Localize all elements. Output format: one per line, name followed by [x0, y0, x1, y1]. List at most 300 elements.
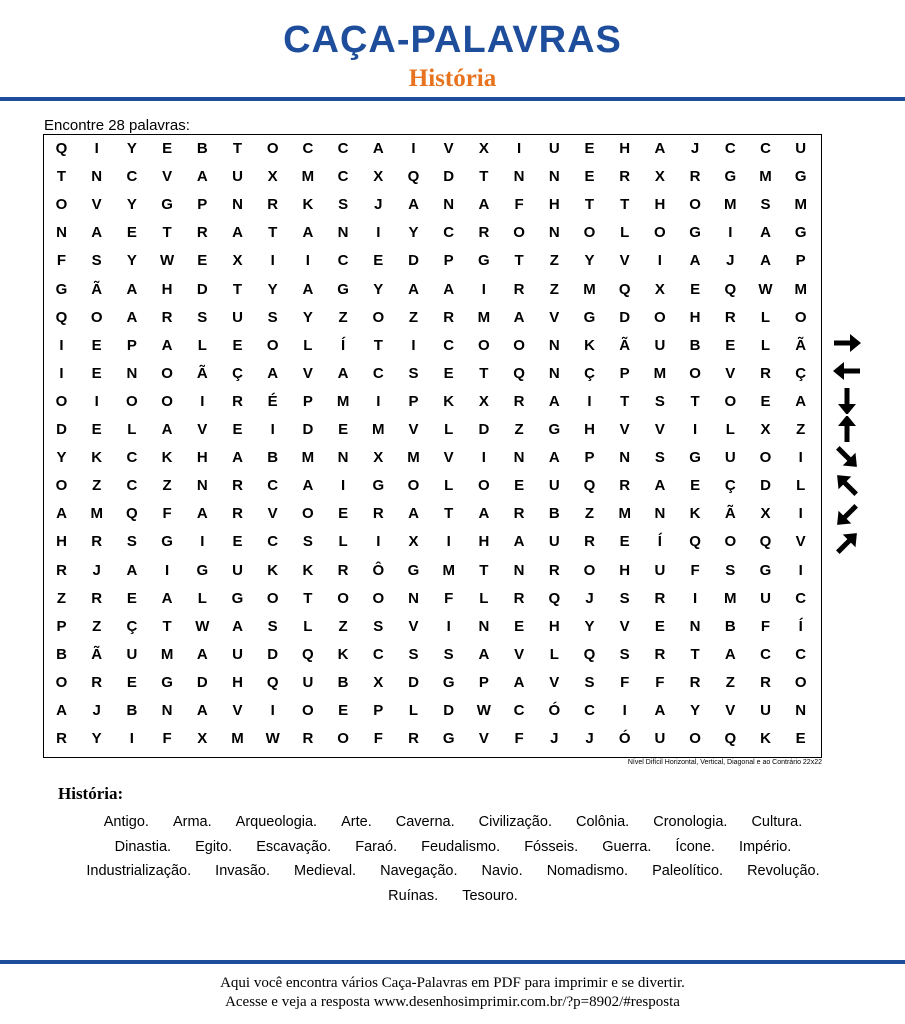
grid-cell[interactable]: V [478, 730, 489, 748]
grid-cell[interactable]: A [196, 645, 208, 663]
grid-cell[interactable]: X [478, 392, 489, 410]
grid-cell[interactable]: Y [302, 308, 313, 326]
grid-cell[interactable]: E [690, 280, 701, 298]
grid-cell[interactable]: V [91, 196, 102, 214]
grid-cell[interactable]: U [548, 533, 560, 551]
grid-cell[interactable]: H [689, 308, 701, 326]
grid-cell[interactable]: I [376, 392, 381, 410]
grid-cell[interactable]: S [267, 617, 278, 635]
grid-cell[interactable]: T [479, 561, 489, 579]
grid-cell[interactable]: R [56, 730, 67, 748]
grid-cell[interactable]: V [725, 364, 736, 382]
grid-cell[interactable]: D [443, 168, 455, 186]
grid-cell[interactable]: P [373, 702, 384, 719]
grid-cell[interactable]: A [408, 196, 419, 214]
grid-cell[interactable]: W [160, 252, 175, 270]
grid-cell[interactable]: R [56, 561, 67, 579]
grid-cell[interactable]: T [620, 392, 630, 410]
grid-cell[interactable]: A [126, 561, 138, 579]
grid-cell[interactable]: Ç [795, 364, 807, 382]
grid-cell[interactable]: R [654, 589, 666, 607]
grid-cell[interactable]: C [372, 364, 384, 382]
grid-cell[interactable]: G [689, 224, 701, 242]
grid-cell[interactable]: Z [584, 505, 595, 523]
grid-cell[interactable]: D [196, 280, 208, 298]
grid-cell[interactable]: U [232, 308, 243, 326]
grid-cell[interactable]: Z [162, 477, 172, 495]
grid-cell[interactable]: E [197, 252, 208, 270]
grid-cell[interactable]: A [478, 645, 490, 663]
grid-cell[interactable]: H [161, 280, 173, 298]
grid-cell[interactable]: Ã [724, 505, 736, 523]
grid-cell[interactable]: S [443, 645, 454, 663]
grid-cell[interactable]: G [548, 421, 561, 438]
grid-cell[interactable]: N [408, 589, 419, 607]
grid-cell[interactable]: M [759, 168, 772, 186]
grid-cell[interactable]: O [689, 364, 701, 382]
grid-cell[interactable]: A [56, 702, 67, 719]
grid-cell[interactable]: Q [548, 589, 561, 607]
grid-cell[interactable]: W [265, 730, 280, 748]
grid-cell[interactable]: I [59, 336, 64, 354]
grid-cell[interactable]: A [478, 196, 490, 214]
grid-cell[interactable]: S [725, 561, 736, 579]
grid-cell[interactable]: P [302, 392, 313, 410]
grid-cell[interactable]: A [126, 308, 138, 326]
grid-cell[interactable]: T [620, 196, 630, 214]
grid-cell[interactable]: G [161, 533, 173, 551]
grid-cell[interactable]: U [126, 645, 138, 663]
grid-cell[interactable]: Y [91, 730, 102, 748]
grid-cell[interactable]: A [654, 140, 666, 157]
grid-cell[interactable]: Q [302, 645, 314, 663]
grid-cell[interactable]: Y [408, 224, 419, 242]
grid-cell[interactable]: B [56, 645, 67, 663]
grid-cell[interactable]: U [232, 168, 243, 186]
grid-cell[interactable]: O [302, 702, 314, 719]
grid-cell[interactable]: G [337, 280, 349, 298]
grid-cell[interactable]: A [408, 280, 419, 298]
grid-cell[interactable]: C [443, 224, 455, 242]
grid-cell[interactable]: F [514, 730, 524, 748]
grid-cell[interactable]: I [693, 421, 698, 438]
grid-cell[interactable]: L [303, 617, 313, 635]
grid-cell[interactable]: A [161, 589, 173, 607]
grid-cell[interactable]: O [302, 505, 314, 523]
grid-cell[interactable]: D [302, 421, 314, 438]
grid-cell[interactable]: E [443, 364, 454, 382]
grid-cell[interactable]: J [690, 140, 700, 157]
grid-cell[interactable]: O [689, 196, 701, 214]
grid-cell[interactable]: N [232, 196, 243, 214]
grid-cell[interactable]: O [126, 392, 138, 410]
grid-cell[interactable]: H [619, 561, 631, 579]
grid-cell[interactable]: B [126, 702, 138, 719]
grid-cell[interactable]: I [129, 730, 134, 748]
grid-cell[interactable]: A [654, 702, 666, 719]
grid-cell[interactable]: N [689, 617, 701, 635]
grid-cell[interactable]: V [514, 645, 525, 663]
grid-cell[interactable]: T [690, 645, 700, 663]
grid-cell[interactable]: Z [796, 421, 806, 438]
grid-cell[interactable]: R [760, 673, 771, 691]
grid-cell[interactable]: L [549, 645, 559, 663]
grid-cell[interactable]: O [689, 730, 701, 748]
grid-cell[interactable]: F [760, 617, 771, 635]
grid-cell[interactable]: O [337, 730, 349, 748]
grid-cell[interactable]: C [443, 336, 455, 354]
grid-cell[interactable]: F [655, 673, 665, 691]
grid-cell[interactable]: T [479, 168, 489, 186]
grid-cell[interactable]: A [302, 224, 314, 242]
grid-cell[interactable]: V [549, 308, 560, 326]
grid-cell[interactable]: N [337, 224, 349, 242]
grid-cell[interactable]: S [408, 364, 419, 382]
grid-cell[interactable]: C [337, 140, 349, 157]
grid-cell[interactable]: Q [618, 280, 631, 298]
grid-cell[interactable]: Y [690, 702, 701, 719]
grid-cell[interactable]: L [760, 308, 771, 326]
grid-cell[interactable]: Q [759, 533, 772, 551]
grid-cell[interactable]: E [584, 140, 595, 157]
grid-cell[interactable]: A [196, 702, 208, 719]
grid-cell[interactable]: T [232, 140, 243, 157]
grid-cell[interactable]: A [372, 140, 384, 157]
grid-cell[interactable]: T [444, 505, 454, 523]
grid-cell[interactable]: A [302, 477, 314, 495]
grid-cell[interactable]: A [91, 224, 103, 242]
grid-cell[interactable]: Z [549, 252, 559, 270]
grid-cell[interactable]: L [127, 421, 137, 438]
grid-cell[interactable]: L [197, 336, 207, 354]
grid-cell[interactable]: E [126, 224, 137, 242]
grid-cell[interactable]: U [654, 561, 666, 579]
grid-cell[interactable]: S [126, 533, 137, 551]
grid-cell[interactable]: G [407, 561, 420, 579]
grid-cell[interactable]: C [126, 449, 138, 467]
grid-cell[interactable]: P [619, 364, 630, 382]
grid-cell[interactable]: E [584, 168, 595, 186]
grid-cell[interactable]: N [513, 561, 525, 579]
grid-cell[interactable]: T [56, 168, 67, 186]
grid-cell[interactable]: O [372, 308, 385, 326]
grid-cell[interactable]: M [583, 280, 596, 298]
grid-cell[interactable]: S [760, 196, 771, 214]
grid-cell[interactable]: R [91, 673, 103, 691]
grid-cell[interactable]: L [760, 336, 771, 354]
grid-cell[interactable]: C [337, 168, 349, 186]
grid-cell[interactable]: L [444, 477, 454, 495]
grid-cell[interactable]: S [373, 617, 384, 635]
grid-cell[interactable]: A [795, 392, 807, 410]
grid-cell[interactable]: Ã [196, 364, 208, 382]
grid-cell[interactable]: J [585, 730, 594, 748]
grid-cell[interactable]: G [478, 252, 490, 270]
grid-cell[interactable]: T [303, 589, 313, 607]
grid-cell[interactable]: H [619, 140, 631, 157]
grid-cell[interactable]: O [583, 561, 596, 579]
grid-cell[interactable]: Q [55, 308, 68, 326]
grid-cell[interactable]: R [91, 533, 103, 551]
grid-cell[interactable]: I [94, 392, 99, 410]
grid-cell[interactable]: G [372, 477, 385, 495]
grid-cell[interactable]: G [794, 224, 807, 242]
grid-cell[interactable]: A [196, 505, 208, 523]
grid-cell[interactable]: I [376, 224, 381, 242]
grid-cell[interactable]: I [693, 589, 698, 607]
grid-cell[interactable]: R [443, 308, 455, 326]
grid-cell[interactable]: L [444, 421, 454, 438]
grid-cell[interactable]: A [548, 449, 560, 467]
grid-cell[interactable]: H [56, 533, 67, 551]
grid-cell[interactable]: V [408, 421, 419, 438]
grid-cell[interactable]: Ã [795, 336, 807, 354]
grid-cell[interactable]: M [231, 730, 244, 748]
grid-cell[interactable]: D [56, 421, 67, 438]
grid-cell[interactable]: Z [408, 308, 419, 326]
grid-cell[interactable]: J [550, 730, 559, 748]
grid-cell[interactable]: D [760, 477, 771, 495]
grid-cell[interactable]: X [373, 673, 384, 691]
grid-cell[interactable]: H [584, 421, 595, 438]
grid-cell[interactable]: V [302, 364, 313, 382]
grid-cell[interactable]: U [654, 336, 666, 354]
grid-cell[interactable]: X [373, 449, 384, 467]
grid-cell[interactable]: G [231, 589, 244, 607]
grid-cell[interactable]: A [161, 421, 173, 438]
grid-cell[interactable]: Y [126, 140, 137, 157]
grid-cell[interactable]: B [267, 449, 279, 467]
grid-cell[interactable]: A [513, 533, 525, 551]
grid-cell[interactable]: F [373, 730, 383, 748]
grid-cell[interactable]: R [689, 168, 701, 186]
grid-cell[interactable]: L [338, 533, 348, 551]
grid-cell[interactable]: Q [689, 533, 701, 551]
grid-cell[interactable]: S [654, 392, 665, 410]
grid-cell[interactable]: R [408, 730, 419, 748]
grid-cell[interactable]: A [443, 280, 455, 298]
grid-cell[interactable]: D [196, 673, 208, 691]
grid-cell[interactable]: A [232, 224, 243, 242]
grid-cell[interactable]: K [161, 449, 173, 467]
grid-cell[interactable]: E [725, 336, 736, 354]
grid-cell[interactable]: N [337, 449, 349, 467]
grid-cell[interactable]: U [548, 140, 560, 157]
grid-cell[interactable]: L [479, 589, 489, 607]
grid-cell[interactable]: Q [724, 730, 737, 748]
grid-cell[interactable]: S [338, 196, 349, 214]
grid-cell[interactable]: Y [373, 280, 384, 298]
grid-cell[interactable]: P [584, 449, 595, 467]
grid-cell[interactable]: Y [584, 617, 595, 635]
grid-cell[interactable]: K [302, 561, 314, 579]
grid-cell[interactable]: R [513, 280, 525, 298]
grid-cell[interactable]: X [654, 280, 665, 298]
grid-cell[interactable]: Ç [724, 477, 736, 495]
grid-cell[interactable]: E [514, 617, 525, 635]
grid-cell[interactable]: B [196, 140, 208, 157]
grid-cell[interactable]: P [197, 196, 208, 214]
grid-cell[interactable]: R [513, 505, 525, 523]
grid-cell[interactable]: C [513, 702, 525, 719]
grid-cell[interactable]: V [725, 702, 736, 719]
grid-cell[interactable]: K [584, 336, 595, 354]
grid-cell[interactable]: Ó [618, 730, 631, 748]
grid-cell[interactable]: S [654, 449, 665, 467]
grid-cell[interactable]: R [619, 477, 631, 495]
grid-cell[interactable]: O [55, 196, 68, 214]
grid-cell[interactable]: E [232, 336, 243, 354]
grid-cell[interactable]: B [548, 505, 560, 523]
grid-cell[interactable]: N [196, 477, 208, 495]
grid-cell[interactable]: R [689, 673, 701, 691]
grid-cell[interactable]: K [267, 561, 279, 579]
grid-cell[interactable]: O [90, 308, 103, 326]
grid-cell[interactable]: V [443, 449, 454, 467]
grid-cell[interactable]: R [584, 533, 595, 551]
grid-cell[interactable]: O [55, 477, 68, 495]
grid-cell[interactable]: Z [92, 477, 102, 495]
grid-cell[interactable]: N [795, 702, 807, 719]
grid-cell[interactable]: T [162, 617, 172, 635]
grid-cell[interactable]: Y [126, 252, 137, 270]
grid-cell[interactable]: Z [725, 673, 735, 691]
grid-cell[interactable]: G [794, 168, 807, 186]
grid-cell[interactable]: U [232, 645, 243, 663]
grid-cell[interactable]: N [126, 364, 138, 382]
grid-cell[interactable]: J [585, 589, 594, 607]
grid-cell[interactable]: E [690, 477, 701, 495]
grid-cell[interactable]: I [728, 224, 733, 242]
grid-cell[interactable]: I [587, 392, 592, 410]
grid-cell[interactable]: K [302, 196, 314, 214]
grid-cell[interactable]: M [90, 505, 103, 523]
grid-cell[interactable]: R [161, 308, 173, 326]
grid-cell[interactable]: R [267, 196, 279, 214]
grid-cell[interactable]: E [514, 477, 525, 495]
grid-cell[interactable]: O [513, 224, 525, 242]
grid-cell[interactable]: C [584, 702, 595, 719]
grid-cell[interactable]: N [654, 505, 666, 523]
grid-cell[interactable]: T [373, 336, 383, 354]
grid-cell[interactable]: F [690, 561, 700, 579]
grid-cell[interactable]: G [161, 673, 173, 691]
grid-cell[interactable]: M [442, 561, 455, 579]
grid-cell[interactable]: C [302, 140, 314, 157]
grid-cell[interactable]: G [55, 280, 68, 298]
grid-cell[interactable]: C [724, 140, 736, 157]
grid-cell[interactable]: O [654, 308, 666, 326]
grid-cell[interactable]: E [91, 364, 102, 382]
grid-cell[interactable]: D [478, 421, 490, 438]
grid-cell[interactable]: V [232, 702, 243, 719]
grid-cell[interactable]: H [654, 196, 666, 214]
grid-cell[interactable]: V [619, 421, 630, 438]
grid-cell[interactable]: N [513, 449, 525, 467]
grid-cell[interactable]: J [726, 252, 735, 270]
grid-cell[interactable]: W [195, 617, 210, 635]
grid-cell[interactable]: V [443, 140, 454, 157]
grid-cell[interactable]: I [657, 252, 662, 270]
grid-cell[interactable]: B [337, 673, 349, 691]
grid-cell[interactable]: R [724, 308, 736, 326]
grid-cell[interactable]: E [338, 421, 349, 438]
grid-cell[interactable]: I [481, 280, 486, 298]
grid-cell[interactable]: A [548, 392, 560, 410]
grid-cell[interactable]: R [337, 561, 349, 579]
grid-cell[interactable]: Ô [372, 561, 385, 579]
grid-cell[interactable]: A [760, 224, 771, 242]
grid-cell[interactable]: O [513, 336, 525, 354]
grid-cell[interactable]: X [197, 730, 208, 748]
grid-cell[interactable]: F [444, 589, 454, 607]
grid-cell[interactable]: R [302, 730, 314, 748]
grid-cell[interactable]: H [548, 196, 560, 214]
grid-cell[interactable]: T [232, 280, 243, 298]
grid-cell[interactable]: R [372, 505, 384, 523]
grid-cell[interactable]: I [411, 140, 416, 157]
grid-cell[interactable]: L [725, 421, 735, 438]
grid-cell[interactable]: I [59, 364, 64, 382]
grid-cell[interactable]: X [232, 252, 243, 270]
grid-cell[interactable]: A [337, 364, 349, 382]
grid-cell[interactable]: T [514, 252, 524, 270]
grid-cell[interactable]: O [478, 336, 490, 354]
grid-cell[interactable]: G [583, 308, 596, 326]
grid-cell[interactable]: P [56, 617, 67, 635]
grid-cell[interactable]: Y [56, 449, 67, 467]
grid-cell[interactable]: G [442, 730, 455, 748]
grid-cell[interactable]: V [162, 168, 173, 186]
grid-cell[interactable]: C [760, 140, 771, 157]
grid-cell[interactable]: E [232, 421, 243, 438]
grid-cell[interactable]: F [56, 252, 67, 270]
grid-cell[interactable]: E [162, 140, 173, 157]
grid-cell[interactable]: M [160, 645, 174, 663]
grid-cell[interactable]: Q [583, 477, 596, 495]
grid-cell[interactable]: R [619, 168, 631, 186]
grid-cell[interactable]: O [161, 392, 173, 410]
grid-cell[interactable]: M [618, 505, 631, 523]
grid-cell[interactable]: A [689, 252, 701, 270]
grid-cell[interactable]: U [232, 561, 243, 579]
grid-cell[interactable]: Ç [584, 364, 595, 382]
grid-cell[interactable]: Y [267, 280, 278, 298]
grid-cell[interactable]: Z [56, 589, 67, 607]
grid-cell[interactable]: V [267, 505, 278, 523]
grid-cell[interactable]: Í [798, 617, 803, 635]
grid-cell[interactable]: L [796, 477, 806, 495]
grid-cell[interactable]: Í [657, 533, 662, 551]
grid-cell[interactable]: X [373, 168, 384, 186]
grid-cell[interactable]: M [336, 392, 350, 410]
grid-cell[interactable]: R [478, 224, 490, 242]
grid-cell[interactable]: E [795, 730, 806, 748]
grid-cell[interactable]: P [478, 673, 489, 691]
grid-cell[interactable]: X [654, 168, 665, 186]
grid-cell[interactable]: E [91, 421, 102, 438]
grid-cell[interactable]: T [584, 196, 595, 214]
grid-cell[interactable]: R [513, 589, 525, 607]
grid-cell[interactable]: A [161, 336, 173, 354]
grid-cell[interactable]: S [91, 252, 102, 270]
grid-cell[interactable]: N [619, 449, 631, 467]
grid-cell[interactable]: N [478, 617, 490, 635]
grid-cell[interactable]: X [760, 421, 771, 438]
grid-cell[interactable]: O [724, 392, 737, 410]
grid-cell[interactable]: J [374, 196, 383, 214]
grid-cell[interactable]: S [197, 308, 208, 326]
